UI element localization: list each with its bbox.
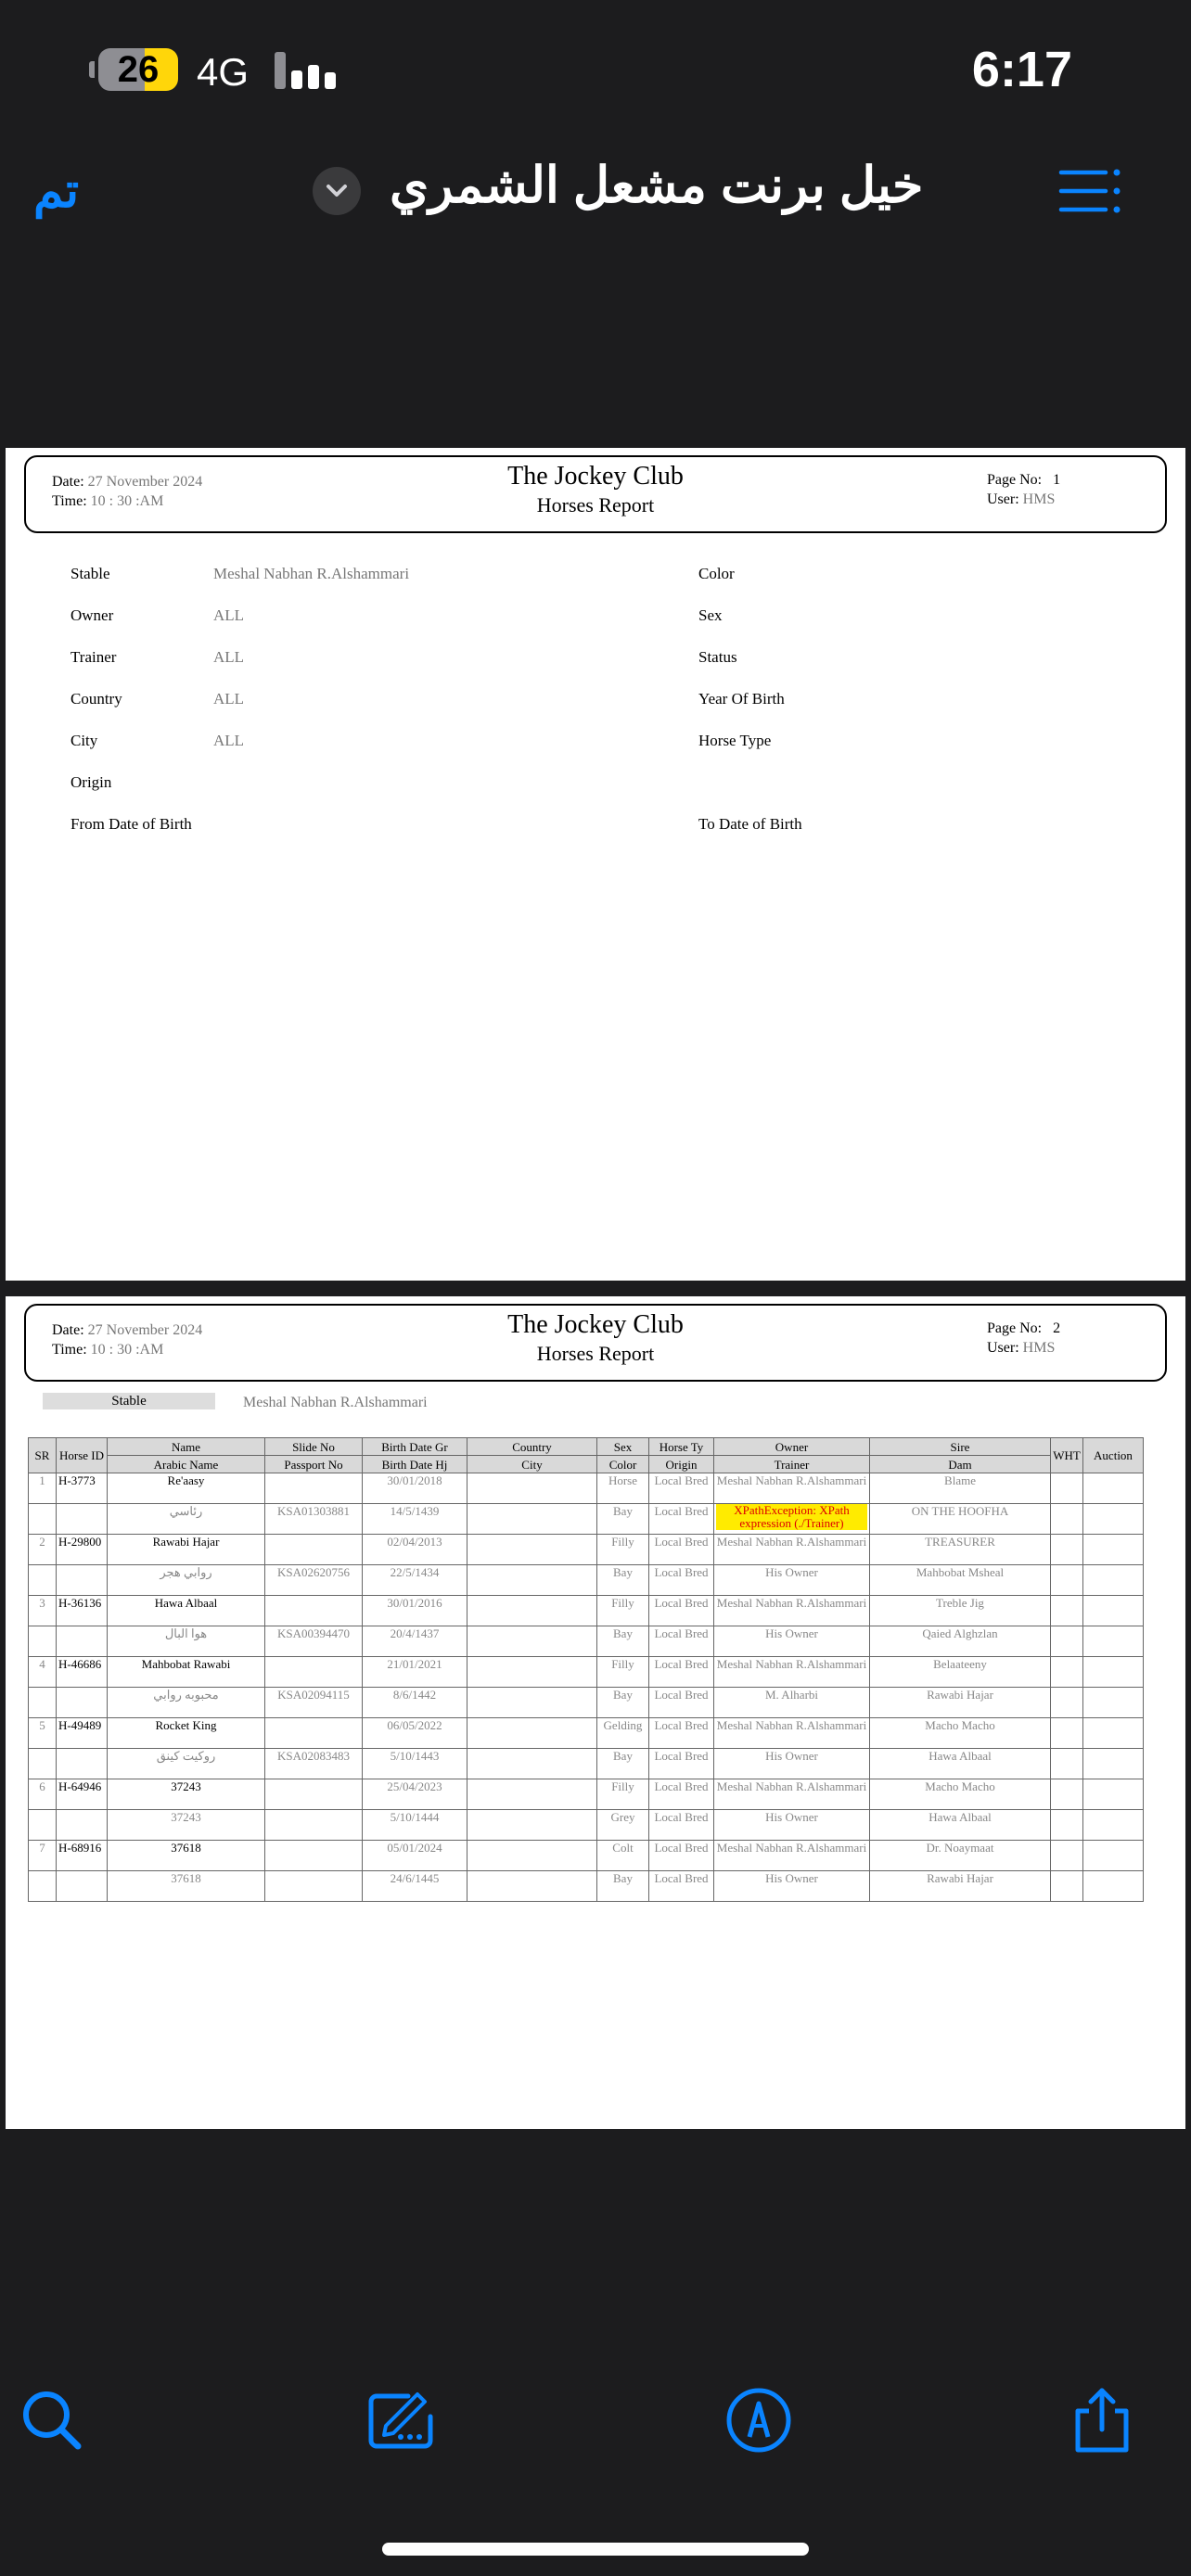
birth-date-hj-cell: 8/6/1442 xyxy=(363,1688,467,1718)
passport-no-cell xyxy=(265,1871,363,1902)
city-cell xyxy=(467,1749,597,1779)
birth-date-gr-cell: 25/04/2023 xyxy=(363,1779,467,1810)
city-cell xyxy=(467,1688,597,1718)
country-cell xyxy=(467,1596,597,1626)
col-name: Name xyxy=(108,1438,265,1456)
horse-name-cell: Hawa Albaal xyxy=(108,1596,265,1626)
row-sr-cell xyxy=(29,1749,57,1779)
sex-cell: Horse xyxy=(597,1473,649,1504)
trainer-cell: His Owner xyxy=(714,1626,870,1657)
dam-cell: Mahbobat Msheal xyxy=(870,1565,1051,1596)
owner-cell: Meshal Nabhan R.Alshammari xyxy=(714,1841,870,1871)
wht-cell xyxy=(1051,1841,1083,1871)
origin-cell: Local Bred xyxy=(649,1504,714,1535)
auction-cell xyxy=(1083,1565,1144,1596)
row-sr-cell: 1 xyxy=(29,1473,57,1504)
color-cell: Bay xyxy=(597,1626,649,1657)
auction-cell xyxy=(1083,1657,1144,1688)
horse-id-cell: H-46686 xyxy=(57,1657,108,1688)
birth-date-hj-cell: 24/6/1445 xyxy=(363,1871,467,1902)
horse-id-cell xyxy=(57,1626,108,1657)
dam-cell: Rawabi Hajar xyxy=(870,1871,1051,1902)
row-sr-cell: 5 xyxy=(29,1718,57,1749)
table-stable-label: Stable xyxy=(43,1393,215,1409)
home-indicator xyxy=(382,2543,809,2556)
trainer-cell: His Owner xyxy=(714,1749,870,1779)
row-sr-cell xyxy=(29,1504,57,1535)
horse-id-cell xyxy=(57,1504,108,1535)
dam-cell: Rawabi Hajar xyxy=(870,1688,1051,1718)
row-sr-cell xyxy=(29,1626,57,1657)
table-row xyxy=(29,1535,1144,1565)
birth-date-gr-cell: 30/01/2018 xyxy=(363,1473,467,1504)
table-header-row-1 xyxy=(29,1438,1144,1456)
horse-name-cell: Re'aasy xyxy=(108,1473,265,1504)
horse-name-cell: 37243 xyxy=(108,1779,265,1810)
owner-cell: Meshal Nabhan R.Alshammari xyxy=(714,1535,870,1565)
report-date-time: Date: 27 November 2024 Time: 10 : 30 :AM xyxy=(52,1322,203,1358)
table-row-detail xyxy=(29,1565,1144,1596)
sex-cell: Filly xyxy=(597,1535,649,1565)
auction-cell xyxy=(1083,1504,1144,1535)
wht-cell xyxy=(1051,1626,1083,1657)
owner-cell: Meshal Nabhan R.Alshammari xyxy=(714,1779,870,1810)
table-row-detail xyxy=(29,1810,1144,1841)
criteria-trainer-label: Trainer xyxy=(70,648,117,666)
criteria-from-dob-label: From Date of Birth xyxy=(70,815,192,833)
horse-type-cell: Local Bred xyxy=(649,1596,714,1626)
birth-date-gr-cell: 21/01/2021 xyxy=(363,1657,467,1688)
sire-cell: Macho Macho xyxy=(870,1779,1051,1810)
criteria-horse-type-label: Horse Type xyxy=(698,732,772,749)
city-cell xyxy=(467,1565,597,1596)
trainer-error-text: XPathException: XPath expression (./Trainer) xyxy=(716,1504,867,1530)
sire-cell: Blame xyxy=(870,1473,1051,1504)
auction-cell xyxy=(1083,1810,1144,1841)
owner-cell: Meshal Nabhan R.Alshammari xyxy=(714,1473,870,1504)
horse-name-cell: 37618 xyxy=(108,1841,265,1871)
col-sr: SR xyxy=(29,1438,57,1473)
sire-cell: Macho Macho xyxy=(870,1718,1051,1749)
row-sr-cell: 2 xyxy=(29,1535,57,1565)
table-row-detail xyxy=(29,1749,1144,1779)
country-cell xyxy=(467,1718,597,1749)
wht-cell xyxy=(1051,1688,1083,1718)
row-sr-cell xyxy=(29,1565,57,1596)
col-trainer: Trainer xyxy=(714,1456,870,1473)
wht-cell xyxy=(1051,1473,1083,1504)
passport-no-cell: KSA02094115 xyxy=(265,1688,363,1718)
passport-no-cell: KSA02083483 xyxy=(265,1749,363,1779)
criteria-owner-label: Owner xyxy=(70,606,114,624)
origin-cell: Local Bred xyxy=(649,1626,714,1657)
arabic-name-cell: 37618 xyxy=(108,1871,265,1902)
auction-cell xyxy=(1083,1626,1144,1657)
signal-strength-icon xyxy=(275,52,336,89)
color-cell: Bay xyxy=(597,1565,649,1596)
origin-cell: Local Bred xyxy=(649,1871,714,1902)
horse-name-cell: Mahbobat Rawabi xyxy=(108,1657,265,1688)
horse-type-cell: Local Bred xyxy=(649,1535,714,1565)
horse-type-cell: Local Bred xyxy=(649,1473,714,1504)
auction-cell xyxy=(1083,1718,1144,1749)
horse-type-cell: Local Bred xyxy=(649,1841,714,1871)
horse-id-cell xyxy=(57,1688,108,1718)
auction-cell xyxy=(1083,1535,1144,1565)
row-sr-cell xyxy=(29,1688,57,1718)
country-cell xyxy=(467,1657,597,1688)
horse-id-cell: H-3773 xyxy=(57,1473,108,1504)
dam-cell: Hawa Albaal xyxy=(870,1749,1051,1779)
col-passport-no: Passport No xyxy=(265,1456,363,1473)
col-country: Country xyxy=(467,1438,597,1456)
col-sire: Sire xyxy=(870,1438,1051,1456)
table-row xyxy=(29,1473,1144,1504)
horse-name-cell: Rawabi Hajar xyxy=(108,1535,265,1565)
title-chevron-down-icon[interactable] xyxy=(313,167,361,215)
birth-date-hj-cell: 5/10/1444 xyxy=(363,1810,467,1841)
origin-cell: Local Bred xyxy=(649,1810,714,1841)
report-page-2 xyxy=(6,1296,1185,2129)
row-sr-cell: 7 xyxy=(29,1841,57,1871)
trainer-cell: His Owner xyxy=(714,1871,870,1902)
table-row xyxy=(29,1657,1144,1688)
origin-cell: Local Bred xyxy=(649,1749,714,1779)
sire-cell: Treble Jig xyxy=(870,1596,1051,1626)
battery-nub xyxy=(89,61,95,78)
passport-no-cell: KSA02620756 xyxy=(265,1565,363,1596)
col-owner: Owner xyxy=(714,1438,870,1456)
row-sr-cell xyxy=(29,1871,57,1902)
arabic-name-cell: روابي هجر xyxy=(108,1565,265,1596)
trainer-cell: His Owner xyxy=(714,1810,870,1841)
horse-type-cell: Local Bred xyxy=(649,1779,714,1810)
col-city: City xyxy=(467,1456,597,1473)
horse-id-cell: H-49489 xyxy=(57,1718,108,1749)
wht-cell xyxy=(1051,1718,1083,1749)
report-page-user: Page No: 2 User: HMS xyxy=(987,1320,1061,1356)
sire-cell: TREASURER xyxy=(870,1535,1051,1565)
dam-cell: ON THE HOOFHA xyxy=(870,1504,1051,1535)
table-row xyxy=(29,1841,1144,1871)
criteria-trainer-value: ALL xyxy=(213,648,245,666)
list-menu-icon[interactable] xyxy=(1057,167,1122,215)
birth-date-gr-cell: 06/05/2022 xyxy=(363,1718,467,1749)
report-title: The Jockey Club Horses Report xyxy=(507,462,684,516)
birth-date-hj-cell: 20/4/1437 xyxy=(363,1626,467,1657)
passport-no-cell: KSA01303881 xyxy=(265,1504,363,1535)
col-origin: Origin xyxy=(649,1456,714,1473)
trainer-cell: M. Alharbi xyxy=(714,1688,870,1718)
table-stable-value: Meshal Nabhan R.Alshammari xyxy=(243,1395,428,1410)
criteria-city-value: ALL xyxy=(213,732,245,749)
arabic-name-cell: 37243 xyxy=(108,1810,265,1841)
criteria-sex-label: Sex xyxy=(698,606,723,624)
horse-id-cell: H-64946 xyxy=(57,1779,108,1810)
trainer-cell xyxy=(714,1504,870,1535)
criteria-owner-value: ALL xyxy=(213,606,245,624)
horses-table xyxy=(28,1437,1144,1902)
arabic-name-cell: محبوبه روابي xyxy=(108,1688,265,1718)
wht-cell xyxy=(1051,1657,1083,1688)
horses-table-body xyxy=(29,1473,1144,1902)
origin-cell: Local Bred xyxy=(649,1565,714,1596)
status-bar xyxy=(0,0,1191,139)
table-row xyxy=(29,1779,1144,1810)
auction-cell xyxy=(1083,1596,1144,1626)
auction-cell xyxy=(1083,1871,1144,1902)
col-dam: Dam xyxy=(870,1456,1051,1473)
passport-no-cell xyxy=(265,1810,363,1841)
owner-cell: Meshal Nabhan R.Alshammari xyxy=(714,1657,870,1688)
col-horse-type: Horse Ty xyxy=(649,1438,714,1456)
city-cell xyxy=(467,1626,597,1657)
city-cell xyxy=(467,1871,597,1902)
col-slide-no: Slide No xyxy=(265,1438,363,1456)
owner-cell: Meshal Nabhan R.Alshammari xyxy=(714,1718,870,1749)
document-title[interactable]: خيل برنت مشعل الشمري xyxy=(390,158,924,213)
slide-no-cell xyxy=(265,1779,363,1810)
birth-date-gr-cell: 02/04/2013 xyxy=(363,1535,467,1565)
criteria-origin-label: Origin xyxy=(70,773,112,791)
report-header xyxy=(24,455,1167,533)
arabic-name-cell: هوا البال xyxy=(108,1626,265,1657)
sire-cell: Dr. Noaymaat xyxy=(870,1841,1051,1871)
criteria-stable-label: Stable xyxy=(70,565,110,582)
criteria-country-value: ALL xyxy=(213,690,245,708)
slide-no-cell xyxy=(265,1473,363,1504)
country-cell xyxy=(467,1841,597,1871)
wht-cell xyxy=(1051,1596,1083,1626)
row-sr-cell: 4 xyxy=(29,1657,57,1688)
horse-type-cell: Local Bred xyxy=(649,1657,714,1688)
arabic-name-cell: رئاسي xyxy=(108,1504,265,1535)
col-birth-date-gr: Birth Date Gr xyxy=(363,1438,467,1456)
markup-keyboard-icon[interactable] xyxy=(364,2383,438,2457)
pen-markup-icon[interactable] xyxy=(722,2383,796,2457)
done-button[interactable]: تم xyxy=(33,164,80,218)
report-date-time: Date: 27 November 2024 Time: 10 : 30 :AM xyxy=(52,474,203,509)
criteria-city-label: City xyxy=(70,732,98,749)
auction-cell xyxy=(1083,1688,1144,1718)
country-cell xyxy=(467,1779,597,1810)
horse-id-cell xyxy=(57,1565,108,1596)
arabic-name-cell: روكيت كينق xyxy=(108,1749,265,1779)
col-wht: WHT xyxy=(1051,1438,1083,1473)
horse-name-cell: Rocket King xyxy=(108,1718,265,1749)
wht-cell xyxy=(1051,1504,1083,1535)
horse-id-cell: H-36136 xyxy=(57,1596,108,1626)
criteria-status-label: Status xyxy=(698,648,737,666)
horse-id-cell: H-68916 xyxy=(57,1841,108,1871)
country-cell xyxy=(467,1473,597,1504)
dam-cell: Qaied Alghzlan xyxy=(870,1626,1051,1657)
criteria-to-dob-label: To Date of Birth xyxy=(698,815,802,833)
origin-cell: Local Bred xyxy=(649,1688,714,1718)
report-header xyxy=(24,1304,1167,1382)
horse-id-cell: H-29800 xyxy=(57,1535,108,1565)
col-sex: Sex xyxy=(597,1438,649,1456)
table-row-detail xyxy=(29,1504,1144,1535)
slide-no-cell xyxy=(265,1657,363,1688)
network-type: 4G xyxy=(197,50,250,94)
col-auction: Auction xyxy=(1083,1438,1144,1473)
color-cell: Bay xyxy=(597,1504,649,1535)
auction-cell xyxy=(1083,1841,1144,1871)
slide-no-cell xyxy=(265,1596,363,1626)
auction-cell xyxy=(1083,1779,1144,1810)
table-row-detail xyxy=(29,1688,1144,1718)
color-cell: Bay xyxy=(597,1688,649,1718)
sex-cell: Gelding xyxy=(597,1718,649,1749)
table-header-row-2 xyxy=(29,1456,1144,1473)
owner-cell: Meshal Nabhan R.Alshammari xyxy=(714,1596,870,1626)
row-sr-cell xyxy=(29,1810,57,1841)
report-page-1 xyxy=(6,448,1185,1281)
sire-cell: Belaateeny xyxy=(870,1657,1051,1688)
birth-date-gr-cell: 05/01/2024 xyxy=(363,1841,467,1871)
table-row-detail xyxy=(29,1626,1144,1657)
horse-id-cell xyxy=(57,1749,108,1779)
share-icon[interactable] xyxy=(1065,2383,1139,2457)
row-sr-cell: 6 xyxy=(29,1779,57,1810)
criteria-country-label: Country xyxy=(70,690,122,708)
criteria-yob-label: Year Of Birth xyxy=(698,690,785,708)
table-row xyxy=(29,1718,1144,1749)
auction-cell xyxy=(1083,1473,1144,1504)
slide-no-cell xyxy=(265,1535,363,1565)
col-color: Color xyxy=(597,1456,649,1473)
auction-cell xyxy=(1083,1749,1144,1779)
color-cell: Bay xyxy=(597,1749,649,1779)
table-row xyxy=(29,1596,1144,1626)
passport-no-cell: KSA00394470 xyxy=(265,1626,363,1657)
report-title: The Jockey Club Horses Report xyxy=(507,1310,684,1365)
wht-cell xyxy=(1051,1871,1083,1902)
birth-date-gr-cell: 30/01/2016 xyxy=(363,1596,467,1626)
dam-cell: Hawa Albaal xyxy=(870,1810,1051,1841)
row-sr-cell: 3 xyxy=(29,1596,57,1626)
wht-cell xyxy=(1051,1810,1083,1841)
sex-cell: Colt xyxy=(597,1841,649,1871)
table-row-detail xyxy=(29,1871,1144,1902)
horse-type-cell: Local Bred xyxy=(649,1718,714,1749)
sex-cell: Filly xyxy=(597,1657,649,1688)
clock: 6:17 xyxy=(971,42,1072,97)
trainer-cell: His Owner xyxy=(714,1565,870,1596)
wht-cell xyxy=(1051,1535,1083,1565)
horse-id-cell xyxy=(57,1871,108,1902)
battery-indicator: 26 xyxy=(98,48,178,91)
report-page-user: Page No: 1 User: HMS xyxy=(987,472,1061,507)
col-birth-date-hj: Birth Date Hj xyxy=(363,1456,467,1473)
sex-cell: Filly xyxy=(597,1596,649,1626)
col-horse-id: Horse ID xyxy=(57,1438,108,1473)
horse-id-cell xyxy=(57,1810,108,1841)
color-cell: Grey xyxy=(597,1810,649,1841)
slide-no-cell xyxy=(265,1718,363,1749)
color-cell: Bay xyxy=(597,1871,649,1902)
birth-date-hj-cell: 5/10/1443 xyxy=(363,1749,467,1779)
search-icon[interactable] xyxy=(15,2383,89,2457)
city-cell xyxy=(467,1810,597,1841)
criteria-stable-value: Meshal Nabhan R.Alshammari xyxy=(213,565,410,582)
criteria-color-label: Color xyxy=(698,565,735,582)
sex-cell: Filly xyxy=(597,1779,649,1810)
wht-cell xyxy=(1051,1749,1083,1779)
birth-date-hj-cell: 14/5/1439 xyxy=(363,1504,467,1535)
wht-cell xyxy=(1051,1565,1083,1596)
wht-cell xyxy=(1051,1779,1083,1810)
city-cell xyxy=(467,1504,597,1535)
slide-no-cell xyxy=(265,1841,363,1871)
country-cell xyxy=(467,1535,597,1565)
col-arabic-name: Arabic Name xyxy=(108,1456,265,1473)
birth-date-hj-cell: 22/5/1434 xyxy=(363,1565,467,1596)
